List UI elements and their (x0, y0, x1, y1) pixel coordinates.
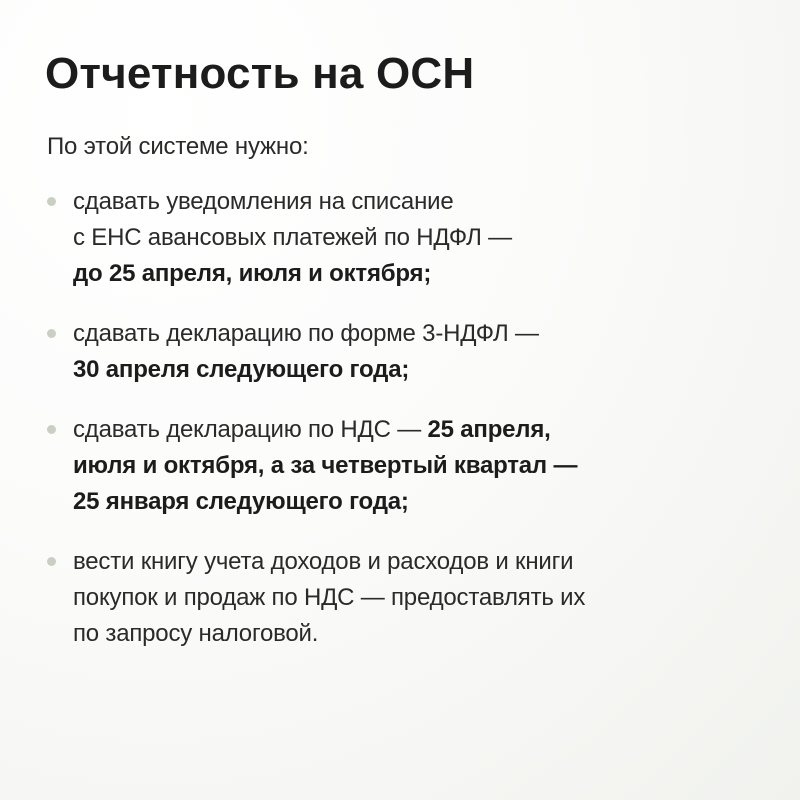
list-item-books (45, 544, 752, 652)
item-text-line: вести книгу учета доходов и расходов и книги (73, 548, 574, 575)
page-title: Отчетность на ОСН (45, 49, 475, 98)
bullet-dot-icon (47, 425, 56, 434)
intro-text: По этой системе нужно: (47, 133, 309, 160)
item-text-line: с ЕНС авансовых платежей по НДФЛ — (73, 224, 512, 251)
bullet-dot-icon (47, 329, 56, 338)
list-item-vat-declaration (45, 412, 752, 520)
item-text-line: сдавать уведомления на списание (73, 188, 454, 215)
item-deadline: до 25 апреля, июля и октября; (73, 260, 432, 287)
item-text-line: по запросу налоговой. (73, 620, 319, 647)
bullet-dot-icon (47, 197, 56, 206)
item-deadline: июля и октября, а за четвертый квартал — (73, 452, 578, 479)
requirements-list (45, 184, 752, 652)
item-text-line (73, 412, 752, 448)
item-text-normal: сдавать декларацию по НДС — (73, 416, 428, 443)
item-text-line: покупок и продаж по НДС — предоставлять их (73, 584, 586, 611)
item-deadline: 30 апреля следующего года; (73, 356, 410, 383)
list-item-notifications (45, 184, 752, 292)
bullet-dot-icon (47, 557, 56, 566)
item-text-line: сдавать декларацию по форме 3-НДФЛ — (73, 320, 539, 347)
item-deadline: 25 апреля, (427, 416, 551, 443)
item-deadline: 25 января следующего года; (73, 488, 409, 515)
list-item-3ndfl (45, 316, 752, 388)
